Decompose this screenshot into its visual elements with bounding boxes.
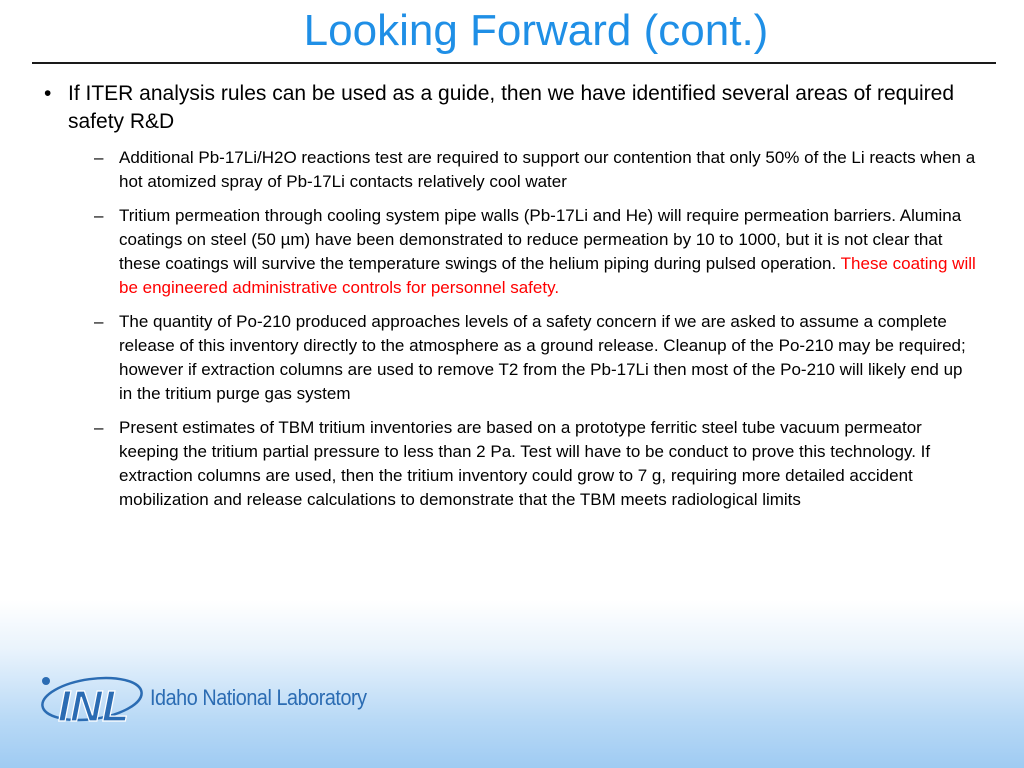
sub-item-text: Tritium permeation through cooling system pipe walls (Pb-17Li and He) will require permeation barriers. Alumina coatings on steel (50 µm) have been demonstrated to reduce permeation by 10 to 1000, but it is not clear that these coatings will survive the temperature swings of the helium piping during pulsed operation. (119, 206, 962, 273)
sub-marker: – (94, 206, 104, 225)
sub-item-tbm-inventory (40, 416, 980, 512)
sub-marker: – (94, 148, 104, 167)
slide-content (40, 80, 980, 522)
inl-logo-mark: INL (58, 682, 129, 731)
inl-logo-name: Idaho National Laboratory (150, 685, 367, 710)
sub-item-text: Present estimates of TBM tritium inventories are based on a prototype ferritic steel tube vacuum permeator keeping the tritium partial pressure to less than 2 Pa. Test will have to be conduct to prove this technology. If extraction columns are used, then the tritium inventory could grow to 7 g, requiring more detailed accident mobilization and release calculations to demonstrate that the TBM meets radiological limits (119, 418, 931, 509)
sub-marker: – (94, 312, 104, 331)
main-bullet-text: If ITER analysis rules can be used as a guide, then we have identified several areas of required safety R&D (68, 82, 955, 133)
main-bullet (40, 80, 980, 136)
slide-title: Looking Forward (cont.) (303, 6, 769, 55)
inl-logo (40, 665, 367, 735)
sub-item-text: Additional Pb-17Li/H2O reactions test are required to support our contention that only 50% of the Li reacts when a hot atomized spray of Pb-17Li contacts relatively cool water (119, 148, 976, 191)
bullet-marker: • (44, 82, 52, 105)
sub-item-tritium-permeation (40, 204, 980, 300)
sub-item-highlight: These coating will be engineered administrative controls for personnel safety. (119, 254, 976, 297)
sub-marker: – (94, 418, 104, 437)
sub-item-li-reaction (40, 146, 980, 194)
sub-item-text: The quantity of Po-210 produced approaches levels of a safety concern if we are asked to assume a complete release of this inventory directly to the atmosphere as a ground release. Cleanup of the Po-210 may be required; however if extraction columns are used to remove T2 from the Pb-17Li then most of the Po-210 will likely end up in the tritium purge gas system (119, 312, 966, 403)
sub-item-po210 (40, 310, 980, 406)
title-divider (32, 62, 996, 64)
inl-logo-icon (40, 665, 150, 735)
